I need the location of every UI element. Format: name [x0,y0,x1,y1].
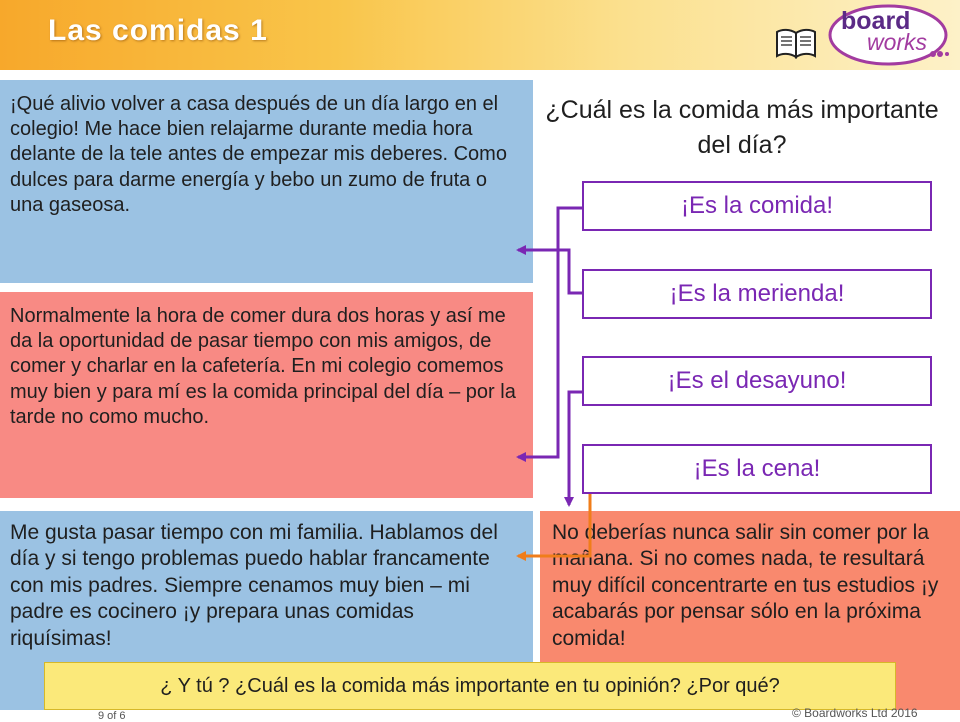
option-comida-button[interactable]: ¡Es la comida! [582,181,932,231]
logo-text-works: works [867,29,928,55]
logo-text-board: board [841,7,911,35]
copyright-text: © Boardworks Ltd 2016 [792,706,918,720]
text-box-lunch: Normalmente la hora de comer dura dos horas y así me da la oportunidad de pasar tiempo con mis amigos, de comer y charlar en la cafetería. En mi colegio comemos muy bien y para mí es la comida principal del día – por la tarde no como mucho. [0,292,533,498]
option-cena-button[interactable]: ¡Es la cena! [582,444,932,494]
text-box-dinner: Me gusta pasar tiempo con mi familia. Hablamos del día y si tengo problemas puedo hablar francamente con mis padres. Siempre cenamos muy bien – mi padre es cocinero ¡y prepara unas comidas riquísimas! [0,511,533,710]
option-desayuno-button[interactable]: ¡Es el desayuno! [582,356,932,406]
connector-desayuno [569,392,582,505]
connector-cena [518,494,590,556]
text-box-breakfast: No deberías nunca salir sin comer por la mañana. Si no comes nada, te resultará muy difícil concentrarte en tus estudios ¡y acabarás por pensar sólo en la próxima comida! [540,511,960,710]
bottom-question-bar: ¿ Y tú ? ¿Cuál es la comida más importante en tu opinión? ¿Por qué? [44,662,896,710]
option-merienda-button[interactable]: ¡Es la merienda! [582,269,932,319]
connector-comida [518,208,582,457]
connector-merienda [518,250,582,293]
text-box-snack: ¡Qué alivio volver a casa después de un día largo en el colegio! Me hace bien relajarme durante media hora delante de la tele antes de empezar mis deberes. Como dulces para darme energía y bebo un zumo de fruta o una gaseosa. [0,80,533,283]
main-question: ¿Cuál es la comida más importante del día? [545,96,939,159]
page-title: Las comidas 1 [48,14,268,47]
page-number: 9 of 6 [98,710,126,722]
